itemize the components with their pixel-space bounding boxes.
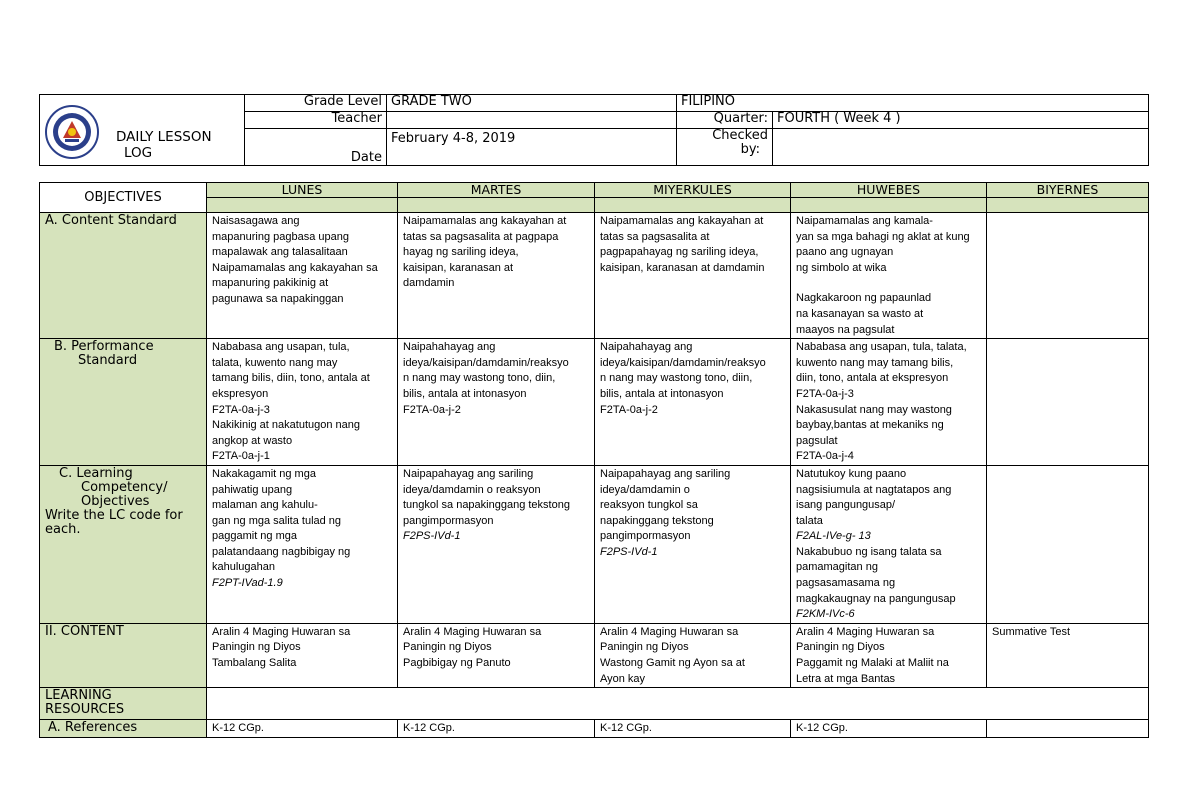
- cell-line: ideya/kaisipan/damdamin/reaksyo: [403, 356, 569, 369]
- learning-competency-lunes: [207, 465, 398, 623]
- cell-line: magkakaugnay na pangungusap: [796, 592, 956, 605]
- quarter-label: Quarter:: [677, 112, 773, 129]
- cell-line: mapanuring pakikinig at: [212, 277, 329, 290]
- content-standard-lunes: [207, 213, 398, 339]
- cell-line: pagpapahayag ng sariling ideya,: [600, 246, 759, 259]
- cell-line: Nakikinig at nakatutugon nang: [212, 419, 360, 432]
- cell-line: Naipapahayag ang sariling: [403, 467, 534, 480]
- date-value: February 4-8, 2019: [387, 129, 677, 166]
- cell-line: diin, tono, antala at ekspresyon: [796, 372, 949, 385]
- cell-line: Paggamit ng Malaki at Maliit na: [796, 657, 949, 670]
- lc-code: F2PS-IVd-1: [600, 545, 658, 558]
- cell-line: n nang may wastong tono, diin,: [403, 372, 556, 385]
- date-label: Date: [245, 129, 387, 166]
- lc-code: F2TA-0a-j-1: [212, 450, 270, 463]
- teacher-value: [387, 112, 677, 129]
- daily-lesson-log-title: [116, 129, 212, 161]
- cell-line: Letra at mga Bantas: [796, 672, 896, 685]
- cell-line: mapalawak ang talasalitaan: [212, 246, 348, 259]
- cell-line: Tambalang Salita: [212, 657, 297, 670]
- cell-line: Nakasusulat nang may wastong: [796, 403, 952, 416]
- day-header-huwebes: HUWEBES: [791, 183, 987, 198]
- cell-line: tatas sa pagsasalita at: [600, 230, 710, 243]
- content-standard-miyerkules: [595, 213, 791, 339]
- performance-standard-lunes: [207, 339, 398, 466]
- checked-by-label: [677, 129, 773, 166]
- cell-line: ng simbolo at wika: [796, 261, 887, 274]
- grade-level-label: Grade Level: [245, 95, 387, 112]
- cell-line: Paningin ng Diyos: [796, 641, 885, 654]
- cell-line: Paningin ng Diyos: [600, 641, 689, 654]
- content-standard-biyernes: [987, 213, 1149, 339]
- learning-resources-value: [207, 688, 1149, 720]
- cell-line: angkop at wasto: [212, 434, 293, 447]
- cell-line: Naipamamalas ang kakayahan at: [600, 215, 764, 227]
- cell-line: Naipamamalas ang kakayahan sa: [212, 261, 378, 274]
- cell-line: bilis, antala at intonasyon: [600, 387, 724, 400]
- cell-line: pangimpormasyon: [600, 530, 691, 543]
- label-line: B. Performance: [54, 339, 154, 355]
- learning-competency-miyerkules: [595, 465, 791, 623]
- cell-line: Nakakagamit ng mga: [212, 467, 316, 480]
- cell-line: Naipahahayag ang: [600, 341, 693, 354]
- content-standard-martes: [398, 213, 595, 339]
- day-subheader: [207, 198, 398, 213]
- cell-line: reaksyon tungkol sa: [600, 499, 698, 512]
- title-line2: LOG: [124, 145, 153, 161]
- cell-line: ideya/damdamin o reaksyon: [403, 483, 541, 496]
- cell-line: Aralin 4 Maging Huwaran sa: [212, 625, 351, 638]
- day-header-martes: MARTES: [398, 183, 595, 198]
- cell-line: kaisipan, karanasan at damdamin: [600, 261, 765, 274]
- lesson-log-table: [39, 182, 1149, 738]
- day-subheader: [398, 198, 595, 213]
- lc-code: F2TA-0a-j-2: [600, 403, 658, 416]
- cell-line: pamamagitan ng: [796, 561, 878, 574]
- cell-line: bilis, antala at intonasyon: [403, 387, 527, 400]
- lc-code: F2TA-0a-j-2: [403, 403, 461, 416]
- label-line: LEARNING: [45, 688, 112, 704]
- references-huwebes: K-12 CGp.: [791, 720, 987, 738]
- cell-line: isang pangungusap/: [796, 499, 896, 512]
- lc-code: F2PT-IVad-1.9: [212, 577, 283, 590]
- cell-line: napakinggang tekstong: [600, 514, 714, 527]
- cell-line: Paningin ng Diyos: [212, 641, 301, 654]
- references-label: A. References: [40, 720, 207, 738]
- cell-line: ideya/damdamin o: [600, 483, 690, 496]
- cell-line: Aralin 4 Maging Huwaran sa: [600, 625, 739, 638]
- checked-label-line2: by:: [740, 142, 760, 157]
- cell-line: maayos na pagsulat: [796, 323, 895, 336]
- learning-resources-label: [40, 688, 207, 720]
- cell-line: Paningin ng Diyos: [403, 641, 492, 654]
- lc-code: F2TA-0a-j-4: [796, 450, 854, 463]
- performance-standard-biyernes: [987, 339, 1149, 466]
- title-line1: DAILY LESSON: [116, 129, 212, 145]
- references-miyerkules: K-12 CGp.: [595, 720, 791, 738]
- performance-standard-label: [40, 339, 207, 466]
- learning-competency-martes: [398, 465, 595, 623]
- cell-line: Nababasa ang usapan, tula, talata,: [796, 341, 967, 354]
- cell-line: talata, kuwento nang may: [212, 356, 338, 369]
- cell-line: n nang may wastong tono, diin,: [600, 372, 753, 385]
- cell-line: Nakabubuo ng isang talata sa: [796, 545, 942, 558]
- content-standard-huwebes: [791, 213, 987, 339]
- cell-line: hayag ng sariling ideya,: [403, 246, 519, 259]
- cell-line: palatandaang nagbibigay ng: [212, 545, 351, 558]
- cell-line: Nababasa ang usapan, tula,: [212, 341, 350, 354]
- subject-value: FILIPINO: [677, 95, 1149, 112]
- cell-line: Naipamamalas ang kamala-: [796, 215, 933, 227]
- cell-line: mapanuring pagbasa upang: [212, 230, 350, 243]
- cell-line: malaman ang kahulu-: [212, 499, 318, 512]
- references-biyernes: [987, 720, 1149, 738]
- content-lunes: [207, 623, 398, 687]
- grade-level-value: GRADE TWO: [387, 95, 677, 112]
- cell-line: pahiwatig upang: [212, 483, 293, 496]
- cell-line: kahulugahan: [212, 561, 276, 574]
- day-subheader: [595, 198, 791, 213]
- learning-competency-huwebes: [791, 465, 987, 623]
- teacher-label: Teacher: [245, 112, 387, 129]
- label-line: Competency/: [81, 479, 168, 495]
- content-biyernes: Summative Test: [987, 623, 1149, 687]
- cell-spacer: [796, 276, 981, 291]
- cell-line: baybay,bantas at mekaniks ng: [796, 419, 944, 432]
- label-line: C. Learning: [59, 465, 133, 481]
- quarter-value: FOURTH ( Week 4 ): [773, 112, 1149, 129]
- cell-line: paggamit ng mga: [212, 530, 297, 543]
- cell-line: kuwento nang may tamang bilis,: [796, 356, 954, 369]
- cell-line: Natutukoy kung paano: [796, 467, 907, 480]
- cell-line: Pagbibigay ng Panuto: [403, 657, 511, 670]
- cell-line: talata: [796, 514, 823, 527]
- cell-line: Naipahahayag ang: [403, 341, 496, 354]
- content-huwebes: [791, 623, 987, 687]
- cell-line: nagsisiumula at nagtatapos ang: [796, 483, 952, 496]
- day-subheader: [791, 198, 987, 213]
- learning-competency-label: [40, 465, 207, 623]
- performance-standard-miyerkules: [595, 339, 791, 466]
- lc-code: F2TA-0a-j-3: [212, 403, 270, 416]
- label-line: Write the LC code for: [45, 507, 183, 523]
- learning-competency-biyernes: [987, 465, 1149, 623]
- cell-line: pagsasamasama ng: [796, 577, 896, 590]
- cell-line: Naipamamalas ang kakayahan at: [403, 215, 567, 227]
- cell-line: Nagkakaroon ng papaunlad: [796, 292, 932, 305]
- cell-line: Wastong Gamit ng Ayon sa at: [600, 657, 745, 670]
- cell-line: Ayon kay: [600, 672, 646, 685]
- cell-line: paano ang ugnayan: [796, 246, 894, 259]
- lc-code: F2KM-IVc-6: [796, 608, 855, 621]
- cell-line: tungkol sa napakinggang tekstong: [403, 499, 570, 512]
- label-line: each.: [45, 521, 81, 537]
- lc-code: F2AL-IVe-g- 13: [796, 530, 871, 543]
- checked-label-line1: Checked: [712, 128, 768, 143]
- objectives-header: OBJECTIVES: [40, 183, 207, 213]
- label-line: Objectives: [81, 493, 150, 509]
- cell-line: ideya/kaisipan/damdamin/reaksyo: [600, 356, 766, 369]
- day-header-biyernes: BIYERNES: [987, 183, 1149, 198]
- cell-line: na kasanayan sa wasto at: [796, 307, 924, 320]
- deped-seal-logo: [45, 105, 99, 159]
- cell-line: pangimpormasyon: [403, 514, 494, 527]
- cell-line: damdamin: [403, 277, 455, 290]
- label-line: Standard: [78, 353, 138, 369]
- day-header-lunes: LUNES: [207, 183, 398, 198]
- cell-line: Aralin 4 Maging Huwaran sa: [796, 625, 935, 638]
- content-standard-label: A. Content Standard: [40, 213, 207, 339]
- content-label: II. CONTENT: [40, 623, 207, 687]
- day-subheader: [987, 198, 1149, 213]
- cell-line: kaisipan, karanasan at: [403, 261, 514, 274]
- cell-line: yan sa mga bahagi ng aklat at kung: [796, 230, 970, 243]
- cell-line: Naipapahayag ang sariling: [600, 467, 731, 480]
- performance-standard-huwebes: [791, 339, 987, 466]
- cell-line: ekspresyon: [212, 387, 269, 400]
- content-martes: [398, 623, 595, 687]
- cell-line: Aralin 4 Maging Huwaran sa: [403, 625, 542, 638]
- cell-line: tatas sa pagsasalita at pagpapa: [403, 230, 559, 243]
- cell-line: gan ng mga salita tulad ng: [212, 514, 342, 527]
- lc-code: F2TA-0a-j-3: [796, 387, 854, 400]
- content-miyerkules: [595, 623, 791, 687]
- label-line: RESOURCES: [45, 702, 125, 718]
- references-martes: K-12 CGp.: [398, 720, 595, 738]
- lc-code: F2PS-IVd-1: [403, 530, 461, 543]
- day-header-miyerkules: MIYERKULES: [595, 183, 791, 198]
- references-lunes: K-12 CGp.: [207, 720, 398, 738]
- cell-line: Naisasagawa ang: [212, 215, 300, 227]
- cell-line: pagunawa sa napakinggan: [212, 292, 344, 305]
- performance-standard-martes: [398, 339, 595, 466]
- checked-by-value: [773, 129, 1149, 166]
- cell-line: pagsulat: [796, 434, 838, 447]
- cell-line: tamang bilis, diin, tono, antala at: [212, 372, 370, 385]
